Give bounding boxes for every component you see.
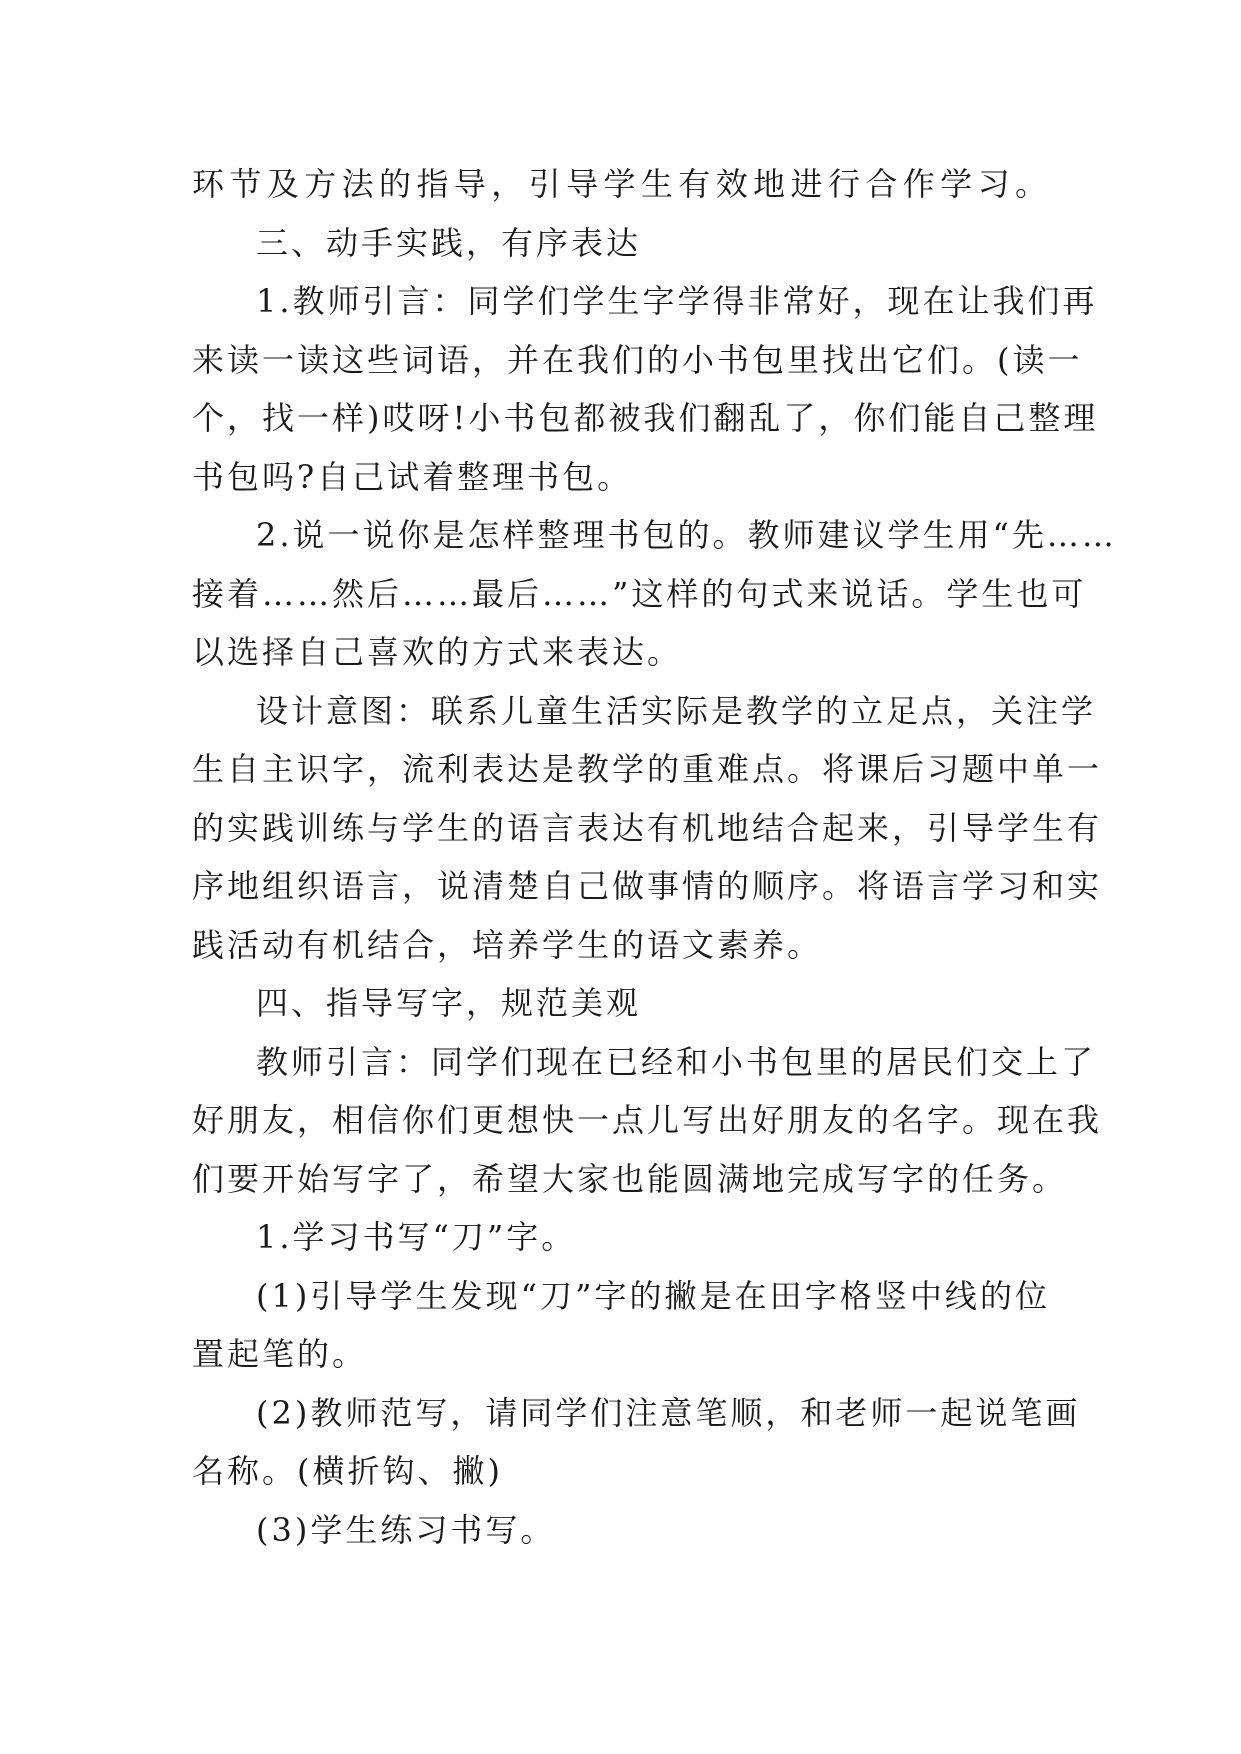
- section-heading: 四、指导写字，规范美观: [256, 984, 642, 1022]
- paragraph-line: 好朋友，相信你们更想快一点儿写出好朋友的名字。现在我: [192, 1101, 1103, 1139]
- paragraph-line: 1.学习书写“刀”字。: [256, 1218, 577, 1256]
- paragraph-line: 名称。(横折钩、撇): [192, 1452, 503, 1490]
- paragraph-line: (2)教师范写，请同学们注意笔顺，和老师一起说笔画: [256, 1393, 1081, 1432]
- paragraph-line: 教师引言：同学们现在已经和小书包里的居民们交上了: [256, 1042, 1097, 1081]
- paragraph-line: 们要开始写字了，希望大家也能圆满地完成写字的任务。: [192, 1159, 1068, 1198]
- paragraph-line: 以选择自己喜欢的方式来表达。: [192, 633, 683, 671]
- paragraph-line: 2.说一说你是怎样整理书包的。教师建议学生用“先……: [256, 516, 1117, 554]
- document-page: [192, 155, 1117, 1559]
- paragraph-line: 接着……然后……最后……”这样的句式来说话。学生也可: [192, 574, 1087, 613]
- paragraph-line: 1.教师引言：同学们学生字学得非常好，现在让我们再: [256, 282, 1098, 320]
- paragraph-line: 书包吗?自己试着整理书包。: [192, 457, 633, 496]
- paragraph-line: 环节及方法的指导，引导学生有效地进行合作学习。: [192, 165, 1050, 203]
- section-heading: 三、动手实践，有序表达: [256, 223, 642, 262]
- paragraph-line: (1)引导学生发现“刀”字的撇是在田字格竖中线的位: [256, 1276, 1050, 1315]
- paragraph-line: 生自主识字，流利表达是教学的重难点。将课后习题中单一: [192, 750, 1103, 788]
- paragraph-line: 践活动有机结合，培养学生的语文素养。: [192, 925, 823, 964]
- paragraph-line: 个，找一样)哎呀!小书包都被我们翻乱了，你们能自己整理: [192, 399, 1099, 437]
- paragraph-line: 置起笔的。: [192, 1335, 368, 1373]
- paragraph-line: 的实践训练与学生的语言表达有机地结合起来，引导学生有: [192, 808, 1103, 847]
- paragraph-line: 序地组织语言，说清楚自己做事情的顺序。将语言学习和实: [192, 867, 1103, 905]
- paragraph-line: 设计意图：联系儿童生活实际是教学的立足点，关注学: [256, 691, 1097, 730]
- paragraph-line: 来读一读这些词语，并在我们的小书包里找出它们。(读一: [192, 340, 1083, 379]
- paragraph-line: (3)学生练习书写。: [256, 1510, 556, 1549]
